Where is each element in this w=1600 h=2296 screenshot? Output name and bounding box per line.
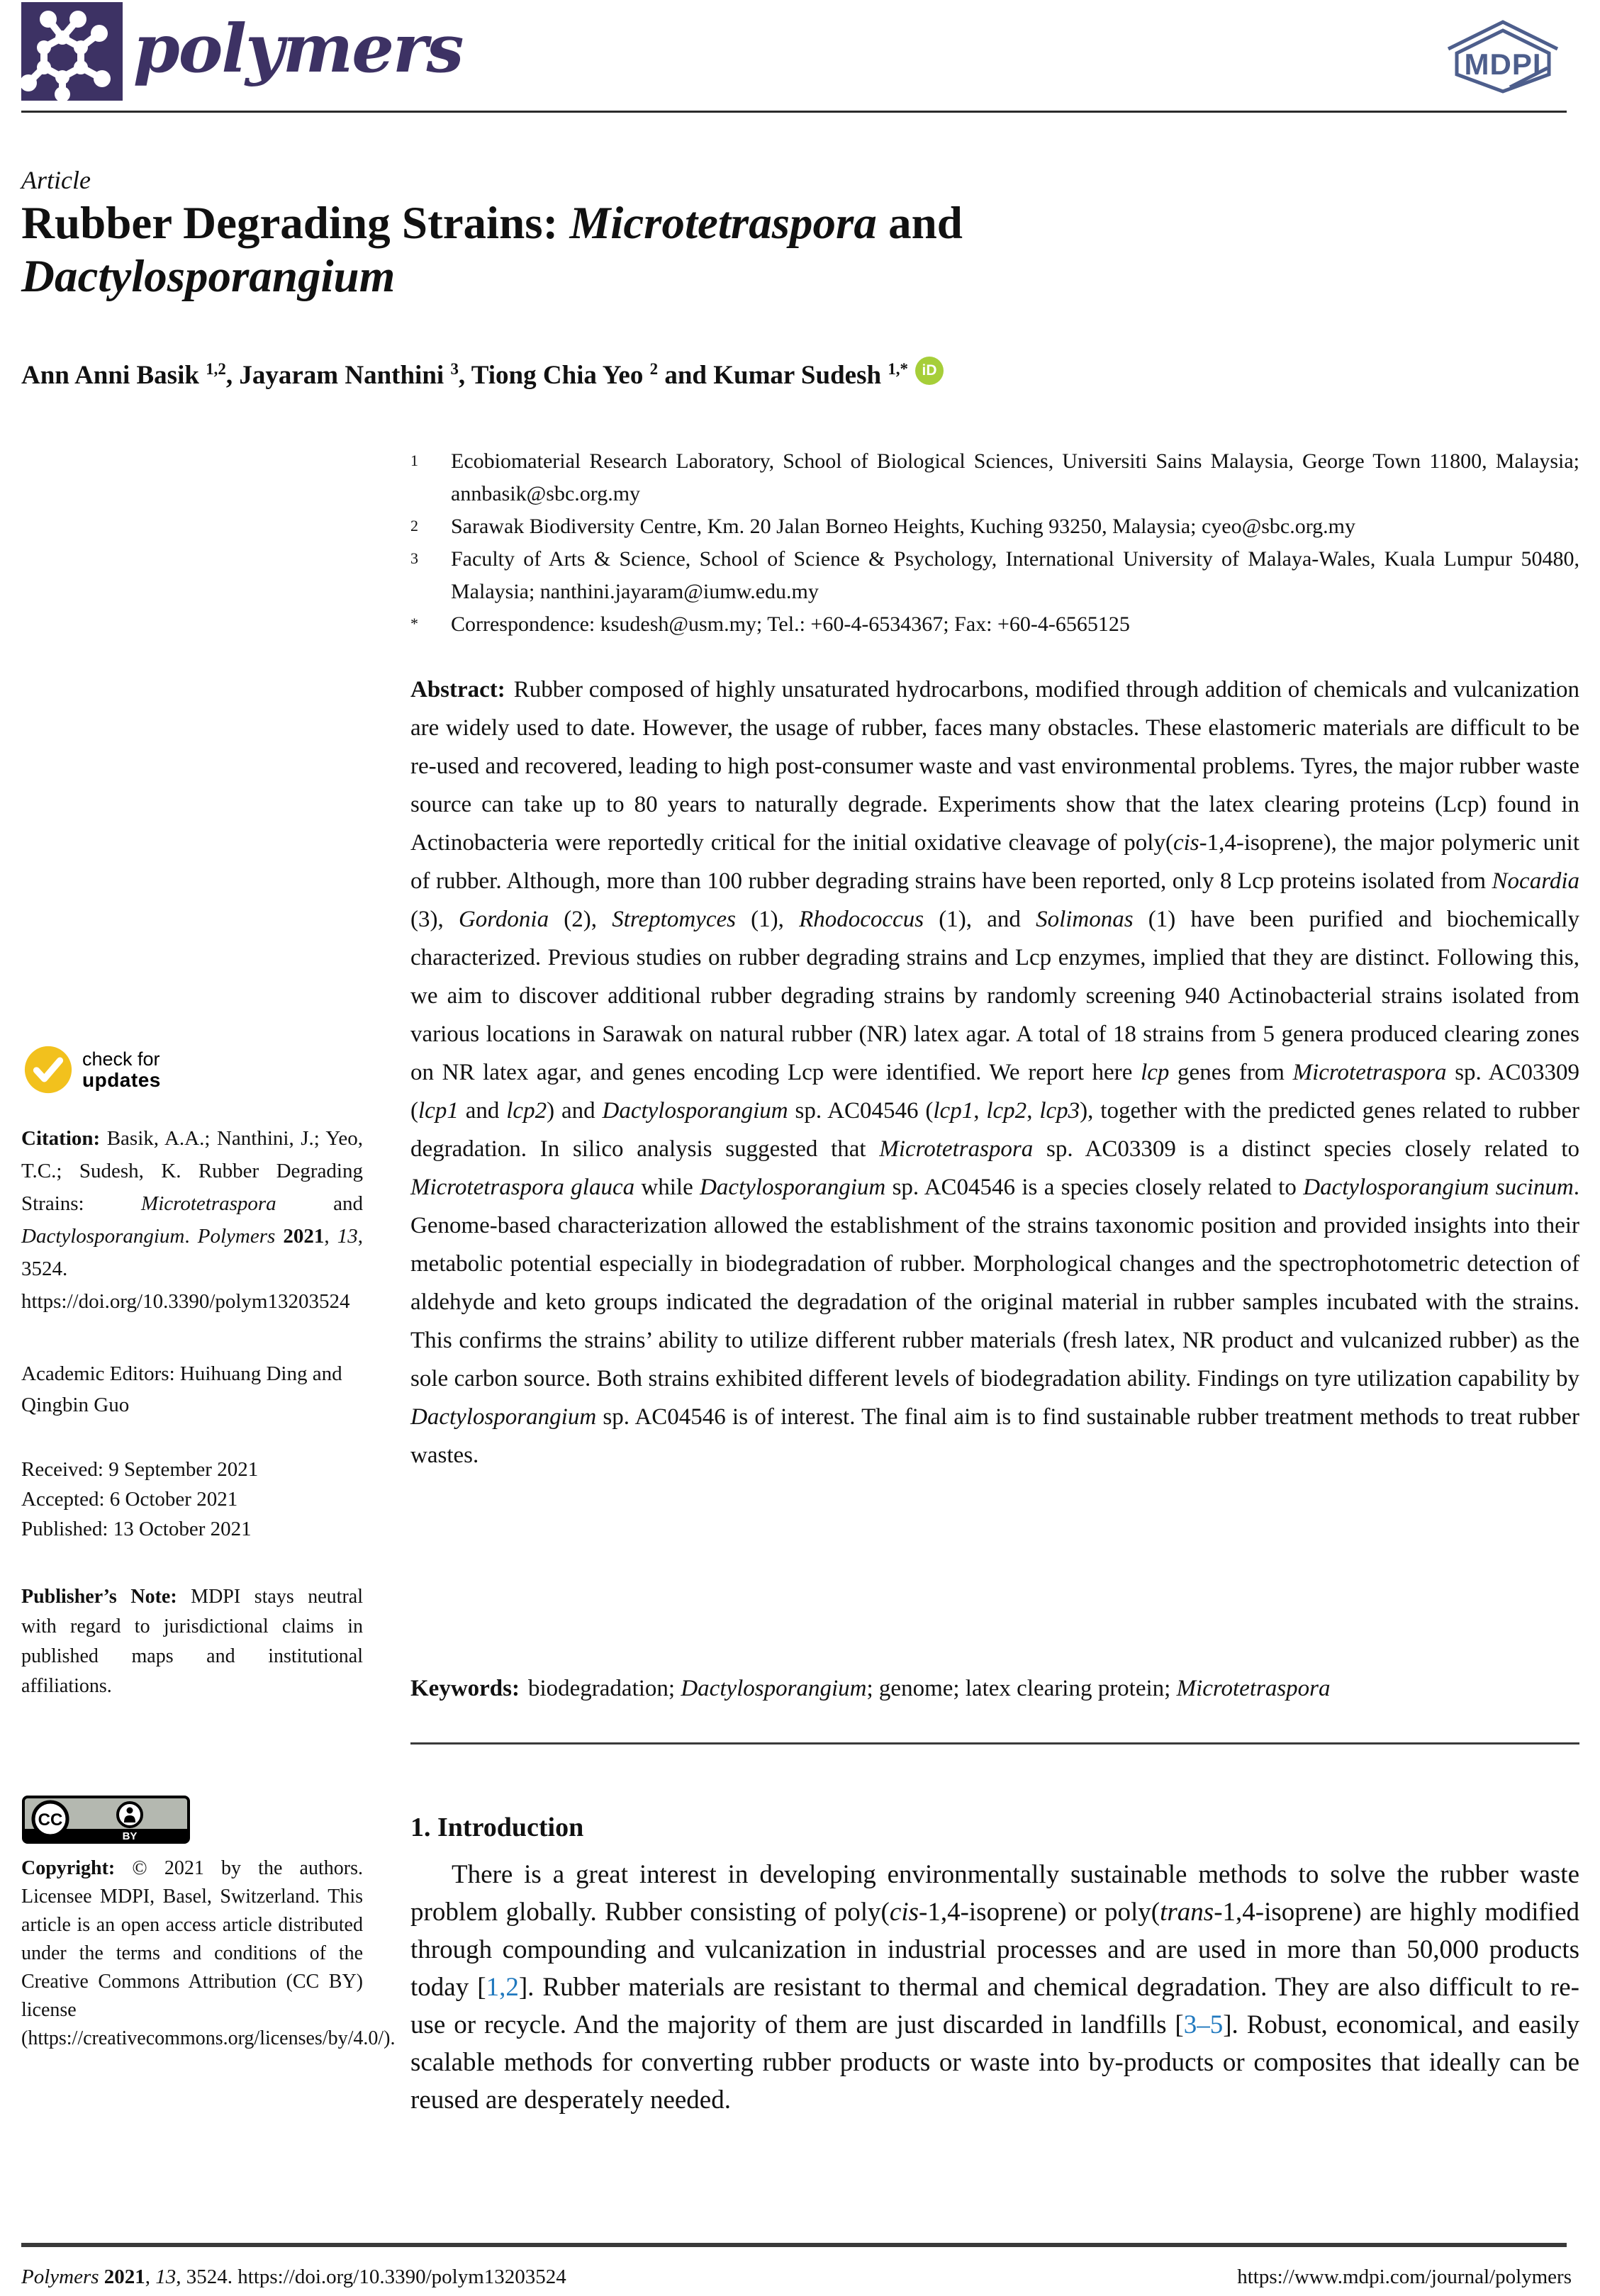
citation-ref-link[interactable]: 3–5	[1183, 2010, 1224, 2039]
mdpi-logo-text: MDPI	[1464, 47, 1542, 81]
crossmark-check-icon	[24, 1046, 72, 1094]
keywords-label: Keywords:	[410, 1676, 520, 1701]
introduction-paragraph: There is a great interest in developing environmentally sustainable methods to solve the rubber waste problem globally. Rubber consisting of poly(cis-1,4-isoprene) or poly(trans-1,4-isoprene) are highly modified through compounding and vulcanization in industrial processes and are used in more than 50,000 products today [1,2]. Rubber materials are resistant to thermal and chemical degradation. They are also difficult to re-use or recycle. And the majority of them are just discarded in landfills [3–5]. Robust, economical, and easily scalable methods for converting rubber products or waste into by-products or composites that ideally can be reused are desperately needed.	[410, 1860, 1580, 2115]
footer-divider	[21, 2243, 1567, 2247]
publisher-note-block: Publisher’s Note: MDPI stays neutral with regard to jurisdictional claims in published maps and institutional affiliations.	[21, 1586, 363, 1697]
footer-citation: Polymers 2021, 13, 3524. https://doi.org/10.3390/polym13203524	[21, 2266, 566, 2288]
affiliation-text: Sarawak Biodiversity Centre, Km. 20 Jalan Borneo Heights, Kuching 93250, Malaysia; cyeo@sbc.org.my	[451, 515, 1356, 538]
affiliation-item	[410, 608, 1579, 641]
abstract-label: Abstract:	[410, 677, 505, 702]
mdpi-logo-icon[interactable]	[1441, 18, 1565, 94]
check-for-updates-badge[interactable]	[24, 1046, 161, 1094]
affiliation-item	[410, 510, 1579, 543]
section-heading-introduction: 1. Introduction	[410, 1813, 584, 1842]
footer-journal-url: https://www.mdpi.com/journal/polymers	[1237, 2266, 1572, 2288]
citation-ref-link[interactable]: 1,2	[486, 1973, 519, 2002]
affiliations-list	[410, 445, 1579, 641]
affiliation-text: Ecobiomaterial Research Laboratory, School of Biological Sciences, Universiti Sains Malaysia, George Town 11800, Malaysia; annbasik@sbc.org.my	[451, 449, 1579, 505]
academic-editors-block: Academic Editors: Huihuang Ding and Qingbin Guo	[21, 1362, 342, 1416]
affiliation-marker: 3	[410, 549, 418, 567]
published-date: Published: 13 October 2021	[21, 1518, 252, 1540]
affiliation-marker: 1	[410, 452, 418, 469]
updates-label: updates	[82, 1069, 161, 1091]
affiliation-marker: 2	[410, 517, 418, 534]
keywords-line	[410, 1670, 1579, 1707]
authors-text: Ann Anni Basik $^{1,2}$, Jayaram Nanthini $^3$, Tiong Chia Yeo $^2$ and Kumar Sudesh $^{1,*}$	[21, 360, 908, 390]
keywords-text: biodegradation; Dactylosporangium; genome; latex clearing protein; Microtetraspora	[527, 1676, 1331, 1701]
affiliation-item	[410, 543, 1579, 608]
abstract-text: Rubber composed of highly unsaturated hydrocarbons, modified through addition of chemicals and vulcanization are widely used to date. However, the usage of rubber, faces many obstacles. These elastomeric materials are difficult to be re-used and recovered, leading to high post-consumer waste and vast environmental problems. Tyres, the major rubber waste source can take up to 80 years to naturally degrade. Experiments show that the latex clearing proteins (Lcp) found in Actinobacteria were reportedly critical for the initial oxidative cleavage of poly(cis-1,4-isoprene), the major polymeric unit of rubber. Although, more than 100 rubber degrading strains have been reported, only 8 Lcp proteins isolated from Nocardia (3), Gordonia (2), Streptomyces (1), Rhodococcus (1), and Solimonas (1) have been purified and biochemically characterized. Previous studies on rubber degrading strains and Lcp enzymes, implied that they are distinct. Following this, we aim to discover additional rubber degrading strains by randomly screening 940 Actinobacterial strains isolated from various locations in Sarawak on natural rubber (NR) latex agar. A total of 18 strains from 5 genera produced clearing zones on NR latex agar, and genes encoding Lcp were identified. We report here lcp genes from Microtetraspora sp. AC03309 (lcp1 and lcp2) and Dactylosporangium sp. AC04546 (lcp1, lcp2, lcp3), together with the predicted genes related to rubber degradation. In silico analysis suggested that Microtetraspora sp. AC03309 is a distinct species closely related to Microtetraspora glauca while Dactylosporangium sp. AC04546 is a species closely related to Dactylosporangium sucinum. Genome-based characterization allowed the establishment of the strains taxonomic position and provided insights into their metabolic potential especially in biodegradation of rubber. Morphological changes and the spectrophotometric detection of aldehyde and keto groups indicated the degradation of the original material in rubber samples incubated with the strains. This confirms the strains’ ability to utilize different rubber materials (fresh latex, NR product and vulcanized rubber) as the sole carbon source. Both strains exhibited different levels of biodegradation ability. Findings on tyre utilization capability by Dactylosporangium sp. AC04546 is of interest. The final aim is to find sustainable rubber treatment methods to treat rubber wastes.	[410, 677, 1580, 1468]
received-date: Received: 9 September 2021	[21, 1458, 259, 1481]
journal-name: polymers	[133, 10, 463, 88]
polymers-molecule-icon	[21, 2, 123, 101]
check-for-updates-label	[82, 1049, 161, 1090]
article-title: Rubber Degrading Strains: Microtetraspora and Dactylosporangium	[21, 198, 963, 302]
affiliation-item	[410, 445, 1579, 510]
authors-line	[21, 360, 1574, 393]
accepted-date: Accepted: 6 October 2021	[21, 1488, 238, 1511]
by-label-text: BY	[122, 1830, 138, 1842]
dates-block	[21, 1455, 363, 1544]
cc-by-license-icon[interactable]	[22, 1796, 190, 1844]
affiliation-marker: *	[410, 615, 418, 632]
keywords-divider	[410, 1742, 1579, 1745]
affiliation-text: Faculty of Arts & Science, School of Science & Psychology, International University of Malaya-Wales, Kuala Lumpur 50480, Malaysia; nanthini.jayaram@iumw.edu.my	[451, 547, 1579, 603]
copyright-block: Copyright: © 2021 by the authors. Licensee MDPI, Basel, Switzerland. This article is an open access article distributed under the terms and conditions of the Creative Commons Attribution (CC BY) license (https://creativecommons.org/licenses/by/4.0/).	[21, 1857, 396, 2049]
check-for-label: check for	[82, 1048, 160, 1070]
orcid-icon[interactable]: iD	[915, 357, 944, 385]
article-type-label: Article	[21, 166, 91, 194]
abstract-paragraph	[410, 671, 1579, 1474]
citation-block: Citation: Basik, A.A.; Nanthini, J.; Yeo, T.C.; Sudesh, K. Rubber Degrading Strains: Microtetraspora and Dactylosporangium. Polymers 2021, 13, 3524. https://doi.org/10.3390/polym13203524	[21, 1127, 364, 1313]
affiliation-text: Correspondence: ksudesh@usm.my; Tel.: +60-4-6534367; Fax: +60-4-6565125	[451, 612, 1130, 636]
cc-logo-text: CC	[38, 1810, 63, 1830]
header-divider	[21, 111, 1567, 113]
